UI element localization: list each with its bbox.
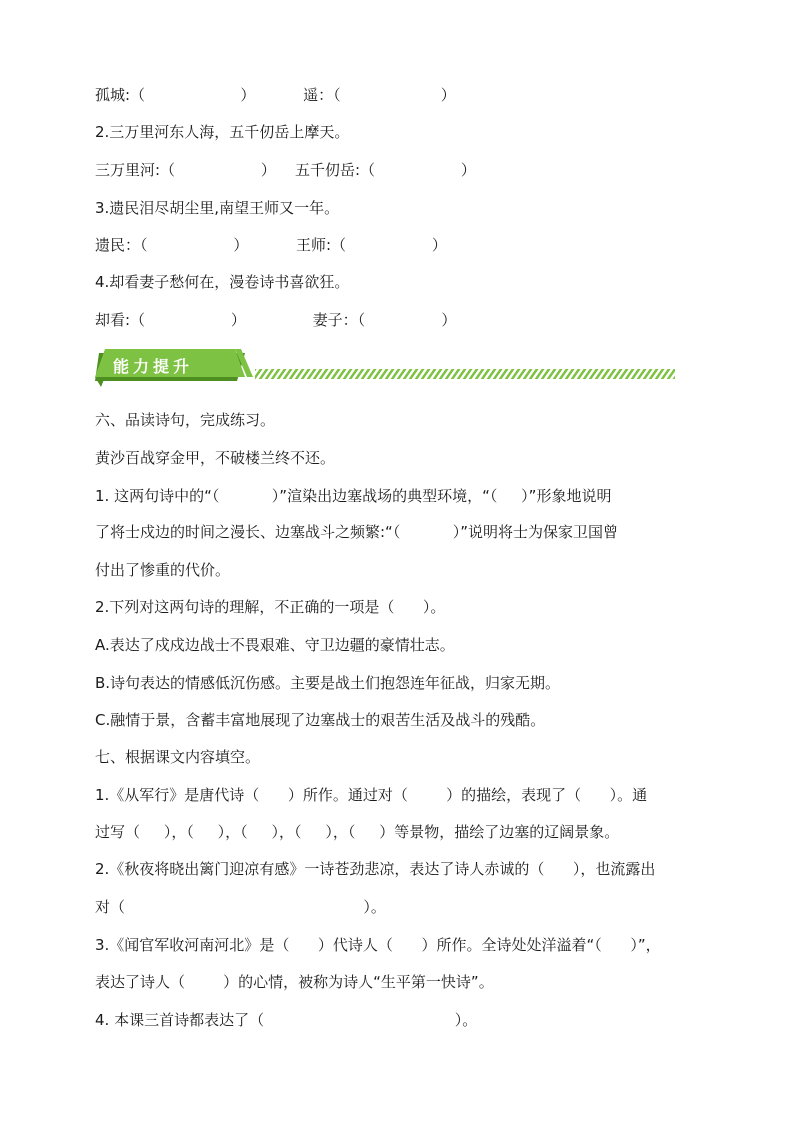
fill-3-line-2: 表达了诗人（ ）的心情，被称为诗人“生平第一快诗”。	[95, 973, 494, 991]
option-a: A.表达了戍戍边战士不畏艰难、守卫边疆的豪情壮志。	[95, 636, 455, 654]
option-c: C.融情于景，含蓄丰富地展现了边塞战士的艰苦生活及战斗的残酷。	[95, 711, 546, 729]
poem-couplet: 黄沙百战穿金甲，不破楼兰终不还。	[95, 449, 336, 467]
poem-line-2: 2.三万里河东人海，五千仞岳上摩天。	[95, 123, 350, 141]
fill-2-line-2: 对（ ）。	[95, 898, 386, 916]
question-1-line-2: 了将士戍边的时间之漫长、边塞战斗之频繁:“（ ）”说明将士为保家卫国曾	[95, 523, 619, 541]
fill-4: 4. 本课三首诗都表达了（ ）。	[95, 1011, 478, 1029]
poem-line-3: 3.遗民泪尽胡尘里,南望王师又一年。	[95, 199, 340, 217]
fill-1-line-2: 过写（ ），（ ），（ ），（ ），（ ）等景物，描绘了边塞的辽阔景象。	[95, 823, 620, 841]
question-1-line-1: 1. 这两句诗中的“（ ）”渲染出边塞战场的典型环境，“（ ）”形象地说明	[95, 487, 612, 505]
question-2: 2.下列对这两句诗的理解，不正确的一项是（ ）。	[95, 598, 446, 616]
fill-1-line-1: 1.《从军行》是唐代诗（ ）所作。通过对（ ）的描绘，表现了（ ）。通	[95, 786, 648, 804]
fill-2-line-1: 2.《秋夜将晓出篱门迎凉有感》一诗苍劲悲凉，表达了诗人赤诚的（ ），也流露出	[95, 860, 656, 878]
section-seven-heading: 七、根据课文内容填空。	[95, 748, 261, 766]
vocab-line-4: 却看:（ ） 妻子：（ ）	[95, 311, 457, 329]
vocab-line-3: 遗民：（ ） 王师:（ ）	[95, 236, 447, 254]
section-six-heading: 六、品读诗句，完成练习。	[95, 411, 276, 429]
poem-line-4: 4.却看妻子愁何在，漫卷诗书喜欲狂。	[95, 273, 350, 291]
fill-3-line-1: 3.《闻官军收河南河北》是（ ）代诗人（ ）所作。全诗处处洋溢着“（ ）”，	[95, 936, 661, 954]
option-b: B.诗句表达的情感低沉伤感。主要是战土们抱怨连年征战，归家无期。	[95, 674, 561, 692]
vocab-line-2: 三万里河:（ ） 五千仞岳:（ ）	[95, 161, 476, 179]
question-1-line-3: 付出了惨重的代价。	[95, 561, 231, 579]
section-banner-title: 能力提升	[113, 357, 194, 376]
vocab-line-1: 孤城:（ ） 遥：（ ）	[95, 86, 456, 104]
